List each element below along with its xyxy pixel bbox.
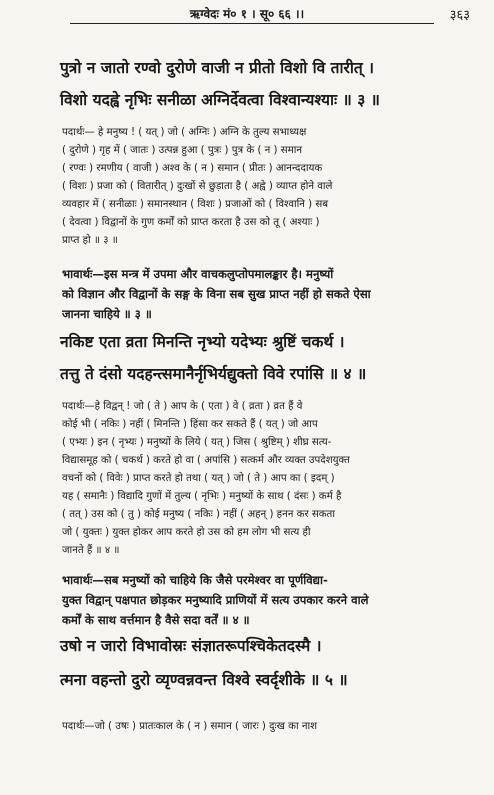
mantra-line: विशो यदह्वे नृभिः सनीळा अग्निर्देवत्वा विश्वान्यश्याः ॥ ३ ॥ [60,90,380,109]
text-line: को विज्ञान और विद्वानों के सङ्ग के विना सब सुख प्राप्त नहीं हो सकते ऐसा [62,287,371,301]
padartha-section [62,398,476,560]
text-line: ( दुरोणे ) गृह में ( जातः ) उत्पन्न हुआ ( पुत्रः ) पुत्र के ( न ) समान [62,145,303,156]
mantra-line: नकिष्ट एता व्रता मिनन्ति नृभ्यो यदेभ्यः श्रुष्टिं चकर्थ । [60,332,345,351]
text-line: ( विशः ) प्रजा को ( वितारीत् ) दुःखों से छुड़ाता है ( अह्वे ) व्याप्त होने वाले [62,181,333,192]
page-number: ३६३ [449,8,470,23]
text-line: पदार्थः—हे विद्वन् ! जो ( ते ) आप के ( एता ) वे ( व्रता ) व्रत हैं वे [62,401,303,412]
text-line: वचनों को ( विवेः ) प्राप्त करते हो तथा ( यत् ) जो ( ते ) आप का ( इदम् ) [62,473,335,484]
padartha-section [62,718,476,736]
bhavartha-section [62,264,476,324]
mantra-line: पुत्रो न जातो रण्वो दुरोणे वाजी न प्रीतो विशो वि तारीत् । [60,58,374,77]
text-line: जो ( युक्तः ) युक्त होकर आप करते हो उस को हम लोग भी सत्य ही [62,527,311,538]
running-title: ऋग्वेदः मं० १ । सू० ६६ ।। [189,7,305,21]
text-line: कर्मों के साथ वर्त्तमान है वैसे सदा वर्तें ॥ ४ ॥ [62,613,250,627]
mantra-line: उषो न जारो विभावोस्रः संज्ञातरूपश्चिकेतदस्मै । [60,636,322,655]
text-line: विद्यासमूह को ( चकर्थ ) करते हो वा ( अपांसि ) सत्कर्म और व्यक्त उपदेशयुक्त [62,455,350,466]
mantra-line: तत्तु ते दंसो यदहन्त्समानैर्नृभिर्यद्युक्तो विवे रपांसि ॥ ४ ॥ [60,364,367,383]
text-line: पदार्थः—जो ( उषः ) प्रातःकाल के ( न ) समान ( जारः ) दुःख का नाश [62,721,318,732]
text-line: ( तत् ) उस को ( तु ) कोई मनुष्य ( नकिः ) नहीं ( अहन् ) हनन कर सकता [62,509,335,520]
bhavartha-section [62,570,476,630]
text-line: व्यवहार में ( सनीळाः ) समानस्थान ( विशः ) प्रजाओं को ( विश्वानि ) सब [62,199,329,210]
text-line: ( एभ्यः ) इन ( नृभ्यः ) मनुष्यों के लिये ( यत् ) जिस ( श्रुष्टिम् ) शीघ्र सत्य- [62,437,332,448]
padartha-section [62,124,476,250]
text-line: ( देवत्वा ) विद्वानों के गुण कर्मों को प्राप्त करता है उस को तू ( अश्याः ) [62,217,320,228]
text-line: जानना चाहिये ॥ ३ ॥ [62,307,152,321]
text-line: जानते हैं ॥ ४ ॥ [62,545,120,556]
text-line: प्राप्त हो ॥ ३ ॥ [62,235,118,246]
text-line: भावार्थः—सब मनुष्यों को चाहिये कि जैसे परमेश्वर वा पूर्णविद्या- [62,573,328,587]
text-line: कोई भी ( नकिः ) नहीं ( मिनन्ति ) हिंसा कर सकते हैं ( यत् ) जो आप [62,419,318,430]
text-line: पदार्थः— हे मनुष्य ! ( यत् ) जो ( अग्निः ) अग्नि के तुल्य सभाध्यक्ष [62,127,307,138]
text-line: यह ( समानैः ) विद्यादि गुणों में तुल्य ( नृभिः ) मनुष्यों के साथ ( दंसः ) कर्म है [62,491,342,502]
page-header [0,3,494,25]
header-rule [70,23,434,24]
text-line: ( रण्वः ) रमणीय ( वाजी ) अश्व के ( न ) समान ( प्रीतः ) आनन्ददायक [62,163,323,174]
text-line: भावार्थः—इस मन्त्र में उपमा और वाचकलुप्तोपमालङ्कार है। मनुष्यों [62,267,334,281]
text-line: युक्त विद्वान् पक्षपात छोड़कर मनुष्यादि प्राणियों में सत्य उपकार करने वाले [62,593,369,607]
mantra-line: त्मना वहन्तो दुरो व्यृण्वन्नवन्त विश्वे स्वर्दृशीके ॥ ५ ॥ [60,670,348,689]
